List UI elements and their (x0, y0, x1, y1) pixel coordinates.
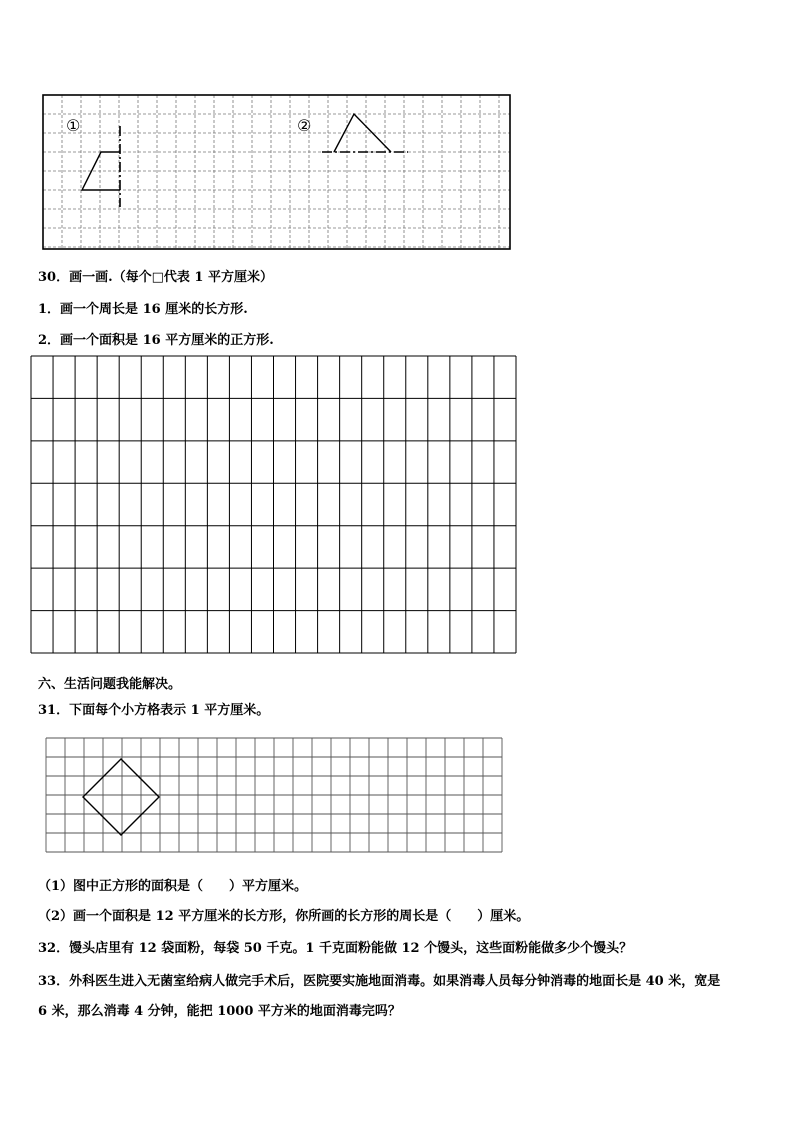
section-6-title: 六、生活问题我能解决。 (38, 677, 182, 692)
figure-label-1: ① (66, 116, 81, 135)
q33-line-2: 6 米，那么消毒 4 分钟，能把 1000 平方米的地面消毒完吗？ (38, 1004, 401, 1019)
figure-label-2: ② (297, 116, 312, 135)
square-grid-figure (44, 736, 506, 860)
rotated-square (83, 759, 159, 835)
q31-title: 31．下面每个小方格表示 1 平方厘米。 (38, 703, 270, 718)
q32-text: 32．馒头店里有 12 袋面粉，每袋 50 千克。1 千克面粉能做 12 个馒头，这些面粉能做多少个馒头？ (38, 941, 633, 956)
q31-sub-2: （2）画一个面积是 12 平方厘米的长方形，你所画的长方形的周长是（ ）厘米。 (38, 909, 530, 924)
q30-title: 30．画一画.（每个□代表 1 平方厘米） (38, 270, 273, 285)
q30-item-1: 1．画一个周长是 16 厘米的长方形. (38, 302, 248, 317)
symmetry-grid-figure (40, 92, 514, 252)
q30-item-2: 2．画一个面积是 16 平方厘米的正方形. (38, 333, 274, 348)
dashed-grid (43, 95, 510, 249)
q33-line-1: 33．外科医生进入无菌室给病人做完手术后，医院要实施地面消毒。如果消毒人员每分钟消毒的地面长是 40 米，宽是 (38, 974, 721, 989)
grid-frame (43, 95, 510, 249)
q31-sub-1: （1）图中正方形的面积是（ ）平方厘米。 (38, 879, 308, 894)
half-triangle (334, 114, 391, 152)
drawing-grid[interactable] (30, 355, 518, 655)
